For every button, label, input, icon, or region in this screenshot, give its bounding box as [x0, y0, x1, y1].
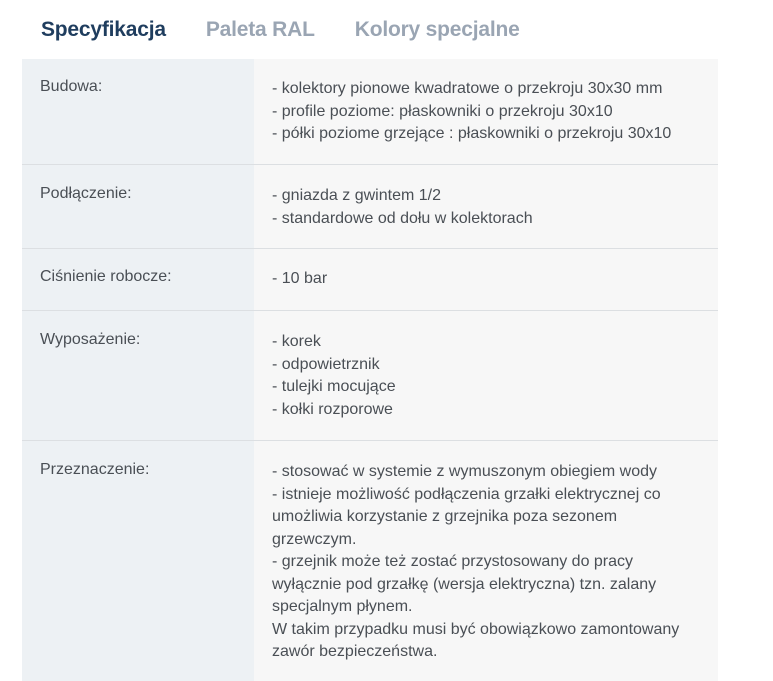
spec-line: - korek [272, 333, 321, 350]
spec-line: W takim przypadku musi być obowiązkowo zamontowany [272, 620, 680, 638]
table-row [22, 311, 718, 441]
spec-line: wyłącznie pod grzałkę (wersja elektryczna) tzn. zalany [272, 575, 657, 593]
spec-line: - gniazda z gwintem 1/2 [272, 187, 441, 204]
spec-line: - kołki rozporowe [272, 400, 393, 418]
spec-label-cisnienie: Ciśnienie robocze: [22, 249, 254, 310]
spec-line: grzewczym. [272, 530, 357, 548]
spec-value-cisnienie [254, 249, 718, 310]
spec-line: zawór bezpieczeństwa. [272, 643, 438, 660]
spec-line: - grzejnik może też zostać przystosowany do pracy [272, 553, 634, 570]
spec-label-przeznaczenie: Przeznaczenie: [22, 441, 254, 681]
spec-line: - profile poziome: płaskowniki o przekroju 30x10 [272, 102, 613, 120]
spec-line: - kolektory pionowe kwadratowe o przekroju 30x30 mm [272, 80, 663, 97]
spec-line: - stosować w systemie z wymuszonym obiegiem wody [272, 463, 658, 480]
table-row [22, 59, 718, 165]
spec-line: - półki poziome grzejące : płaskowniki o przekroju 30x10 [272, 125, 672, 142]
table-row [22, 441, 718, 681]
table-row [22, 249, 718, 311]
specification-table [22, 59, 718, 681]
spec-label-wyposazenie: Wyposażenie: [22, 311, 254, 440]
tab-specyfikacja[interactable]: Specyfikacja [41, 18, 166, 41]
spec-value-wyposazenie [254, 311, 718, 440]
spec-line: - odpowietrznik [272, 355, 380, 373]
spec-line: - istnieje możliwość podłączenia grzałki elektrycznej co [272, 485, 661, 503]
spec-value-przeznaczenie [254, 441, 718, 681]
spec-line: - standardowe od dołu w kolektorach [272, 209, 533, 227]
spec-label-budowa: Budowa: [22, 59, 254, 164]
product-tabs [41, 14, 560, 46]
spec-line: umożliwia korzystanie z grzejnika poza sezonem [272, 508, 618, 525]
tab-paleta-ral[interactable]: Paleta RAL [205, 18, 315, 41]
spec-value-podlaczenie [254, 165, 718, 248]
spec-value-budowa [254, 59, 718, 164]
spec-line: - 10 bar [272, 270, 328, 287]
spec-label-podlaczenie: Podłączenie: [22, 165, 254, 248]
table-row [22, 165, 718, 249]
spec-line: - tulejki mocujące [272, 378, 396, 395]
spec-line: specjalnym płynem. [272, 598, 413, 615]
tab-kolory-specjalne[interactable]: Kolory specjalne [354, 18, 520, 41]
